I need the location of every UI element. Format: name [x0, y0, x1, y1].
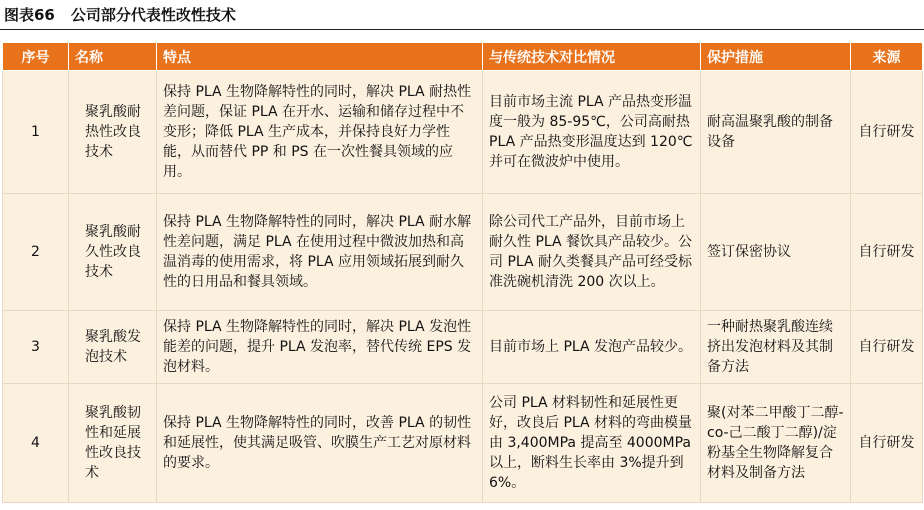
row-source: 自行研发	[851, 384, 923, 503]
row-comparison: 除公司代工产品外，目前市场上耐久性 PLA 餐饮具产品较少。公司 PLA 耐久类餐具产品可经受标准洗碗机清洗 200 次以上。	[483, 194, 701, 311]
row-source: 自行研发	[851, 311, 923, 384]
row-name: 聚乳酸发泡技术	[69, 311, 157, 384]
row-protection: 一种耐热聚乳酸连续挤出发泡材料及其制备方法	[701, 311, 851, 384]
row-index: 4	[3, 384, 69, 503]
header-row	[3, 43, 923, 71]
row-index: 3	[3, 311, 69, 384]
table-row	[3, 384, 923, 503]
row-feature: 保持 PLA 生物降解特性的同时，解决 PLA 发泡性能差的问题，提升 PLA 发泡率，替代传统 EPS 发泡材料。	[157, 311, 483, 384]
row-index: 1	[3, 71, 69, 194]
row-name: 聚乳酸耐热性改良技术	[69, 71, 157, 194]
col-header-index: 序号	[3, 43, 69, 71]
row-protection: 聚(对苯二甲酸丁二醇-co-己二酸丁二醇)/淀粉基全生物降解复合材料及制备方法	[701, 384, 851, 503]
row-index: 2	[3, 194, 69, 311]
row-feature: 保持 PLA 生物降解特性的同时，改善 PLA 的韧性和延展性，使其满足吸管、吹膜生产工艺对原材料的要求。	[157, 384, 483, 503]
col-header-comparison: 与传统技术对比情况	[483, 43, 701, 71]
row-comparison: 目前市场主流 PLA 产品热变形温度一般为 85-95℃，公司高耐热 PLA 产品热变形温度达到 120℃并可在微波炉中使用。	[483, 71, 701, 194]
row-source: 自行研发	[851, 71, 923, 194]
row-comparison: 公司 PLA 材料韧性和延展性更好，改良后 PLA 材料的弯曲模量由 3,400MPa 提高至 4000MPa 以上，断料生长率由 3%提升到 6%。	[483, 384, 701, 503]
col-header-feature: 特点	[157, 43, 483, 71]
tech-table	[2, 42, 923, 503]
row-feature: 保持 PLA 生物降解特性的同时，解决 PLA 耐热性差问题，保证 PLA 在开水、运输和储存过程中不变形；降低 PLA 生产成本，并保持良好力学性能，从而替代 PP 和 PS 在一次性餐具领域的应用。	[157, 71, 483, 194]
row-name: 聚乳酸耐久性改良技术	[69, 194, 157, 311]
row-name: 聚乳酸韧性和延展性改良技术	[69, 384, 157, 503]
row-feature: 保持 PLA 生物降解特性的同时，解决 PLA 耐水解性差问题，满足 PLA 在使用过程中微波加热和高温消毒的使用需求，将 PLA 应用领域拓展到耐久性的日用品和餐具领域。	[157, 194, 483, 311]
col-header-source: 来源	[851, 43, 923, 71]
table-row	[3, 194, 923, 311]
figure-title	[0, 0, 924, 30]
figure-caption: 公司部分代表性改性技术	[70, 6, 236, 24]
table-row	[3, 311, 923, 384]
row-protection: 签订保密协议	[701, 194, 851, 311]
table-row	[3, 71, 923, 194]
row-source: 自行研发	[851, 194, 923, 311]
row-comparison: 目前市场上 PLA 发泡产品较少。	[483, 311, 701, 384]
row-protection: 耐高温聚乳酸的制备设备	[701, 71, 851, 194]
figure-number: 图表66	[4, 6, 55, 24]
col-header-protection: 保护措施	[701, 43, 851, 71]
col-header-name: 名称	[69, 43, 157, 71]
